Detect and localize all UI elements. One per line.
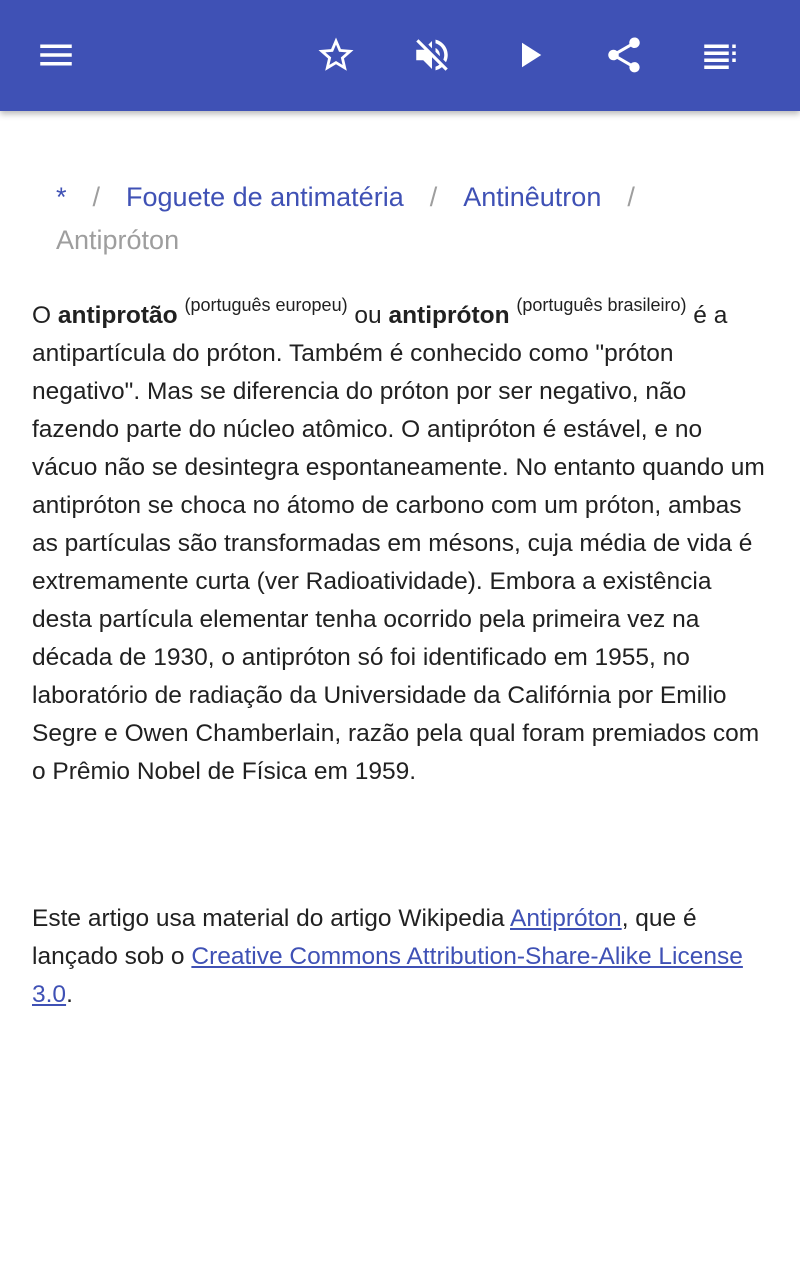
menu-icon bbox=[35, 34, 77, 76]
license-text: Este artigo usa material do artigo Wikipedia bbox=[32, 905, 510, 932]
contents-button[interactable] bbox=[688, 23, 752, 87]
menu-button[interactable] bbox=[24, 23, 88, 87]
breadcrumb-current: Antipróton bbox=[56, 225, 180, 255]
license-note bbox=[32, 900, 772, 1014]
playlist-icon bbox=[699, 34, 741, 76]
share-icon bbox=[603, 34, 645, 76]
breadcrumb-separator: / bbox=[429, 182, 438, 212]
breadcrumb-separator: / bbox=[627, 182, 635, 212]
license-text: . bbox=[66, 981, 73, 1008]
play-icon bbox=[508, 34, 550, 76]
note-brazilian: (português brasileiro) bbox=[516, 295, 687, 315]
note-european: (português europeu) bbox=[184, 295, 348, 315]
star-outline-icon bbox=[315, 34, 357, 76]
license-text: , que é lançado sob o bbox=[32, 905, 697, 970]
license-link[interactable]: Creative Commons Attribution-Share-Alike License 3.0 bbox=[32, 943, 743, 1008]
breadcrumb-item-home[interactable]: * bbox=[56, 182, 67, 212]
breadcrumb bbox=[56, 176, 768, 262]
term-brazilian: antipróton bbox=[388, 302, 510, 329]
article-paragraph bbox=[32, 297, 772, 791]
breadcrumb-item-foguete[interactable]: Foguete de antimatéria bbox=[126, 182, 404, 212]
article-text: é a antipartícula do próton. Também é conhecido como "próton negativo". Mas se diferencia do próton por ser negativo, não fazendo parte do núcleo atômico. O antipróton é estável, e no vácuo não se desintegra espontaneamente. No entanto quando um antipróton se choca no átomo de carbono com um próton, ambas as partículas são transformadas em mésons, cuja média de vida é extremamente curta (ver Radioatividade). Embora a existência desta partícula elementar tenha ocorrido pela primeira vez na década de 1930, o antipróton só foi identificado em 1955, no laboratório de radiação da Universidade da Califórnia por Emilio Segre e Owen Chamberlain, razão pela qual foram premiados com o Prêmio Nobel de Física em 1959. bbox=[32, 302, 765, 785]
wikipedia-article-link[interactable]: Antipróton bbox=[510, 905, 622, 932]
favorite-button[interactable] bbox=[304, 23, 368, 87]
article-text: ou bbox=[347, 302, 389, 329]
breadcrumb-separator: / bbox=[92, 182, 101, 212]
term-european: antiprotão bbox=[57, 302, 178, 329]
play-button[interactable] bbox=[497, 23, 561, 87]
mute-button[interactable] bbox=[400, 23, 464, 87]
share-button[interactable] bbox=[592, 23, 656, 87]
volume-off-icon bbox=[411, 34, 453, 76]
breadcrumb-item-antineutron[interactable]: Antinêutron bbox=[463, 182, 602, 212]
article-text: O bbox=[32, 302, 58, 329]
article-body bbox=[32, 297, 772, 791]
app-bar bbox=[0, 0, 800, 111]
